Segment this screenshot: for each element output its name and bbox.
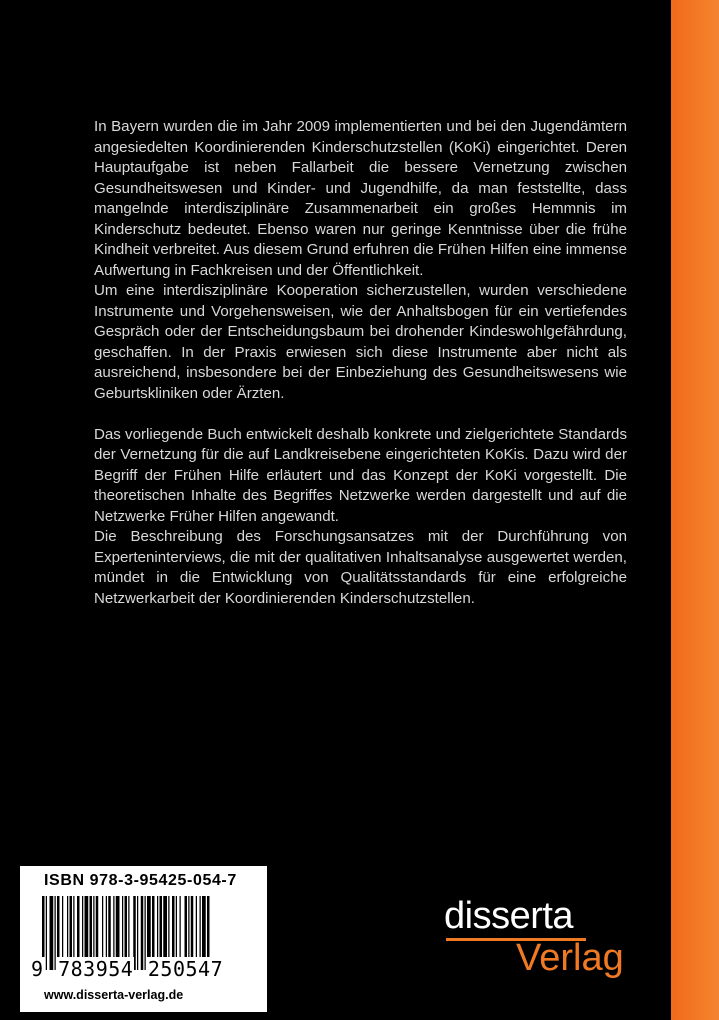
barcode-digit-first: 9 (31, 957, 44, 981)
publisher-url: www.disserta-verlag.de (44, 988, 184, 1002)
logo-subtitle: Verlag (516, 937, 624, 979)
barcode-digit-group-2: 250547 (147, 957, 224, 981)
publisher-logo (444, 896, 634, 986)
description-paragraph-3: Das vorliegende Buch entwickelt deshalb konkrete und zielgerichtete Standards der Vernetzung für die auf Landkreisebene eingerichteten KoKis. Dazu wird der Begriff der Frühen Hilfe erläutert und das Konzept der KoKi vorgestellt. Die theoretischen Inhalte des Begriffes Netzwerke werden dargestellt und auf die Netzwerke Früher Hilfen angewandt. (94, 425, 627, 525)
orange-edge-stripe (671, 0, 719, 1020)
description-paragraph-1: In Bayern wurden die im Jahr 2009 implementierten und bei den Jugendämtern angesiedelten Koordinierenden Kinderschutzstellen (KoKi) eingerichtet. Deren Hauptaufgabe ist neben Fallarbeit die bessere Vernetzung zwischen Gesundheitswesen und Kinder- und Jugendhilfe, da man feststellte, dass mangelnde interdisziplinäre Zusammenarbeit ein großes Hemmnis im Kinderschutz bedeutet. Ebenso waren nur geringe Kenntnisse über die frühe Kindheit verbreitet. Aus diesem Grund erfuhren die Frühen Hilfen eine immense Aufwertung in Fachkreisen und der Öffentlichkeit. (94, 118, 627, 279)
description-paragraph-2: Um eine interdisziplinäre Kooperation sicherzustellen, wurden verschiedene Instrumente und Vorgehensweisen, wie der Anhaltsbogen für ein vertiefendes Gespräch oder der Entscheidungsbaum bei drohender Kindeswohlgefährdung, geschaffen. In der Praxis erwiesen sich diese Instrumente aber nicht als ausreichend, insbesondere bei der Einbeziehung des Gesundheitswesens wie Geburtskliniken oder Ärzten. (94, 282, 627, 402)
isbn-label: ISBN 978-3-95425-054-7 (44, 872, 237, 889)
book-description (94, 117, 627, 609)
barcode-digit-group-1: 783954 (58, 957, 134, 981)
logo-wordmark: disserta (444, 895, 574, 937)
description-paragraph-4: Die Beschreibung des Forschungsansatzes mit der Durchführung von Experteninterviews, die mit der qualitativen Inhaltsanalyse ausgewertet werden, mündet in die Entwicklung von Qualitätsstandards für eine erfolgreiche Netzwerkarbeit der Koordinierenden Kinderschutzstellen. (94, 528, 627, 607)
barcode-panel (20, 866, 267, 1012)
barcode-digits (30, 957, 224, 981)
